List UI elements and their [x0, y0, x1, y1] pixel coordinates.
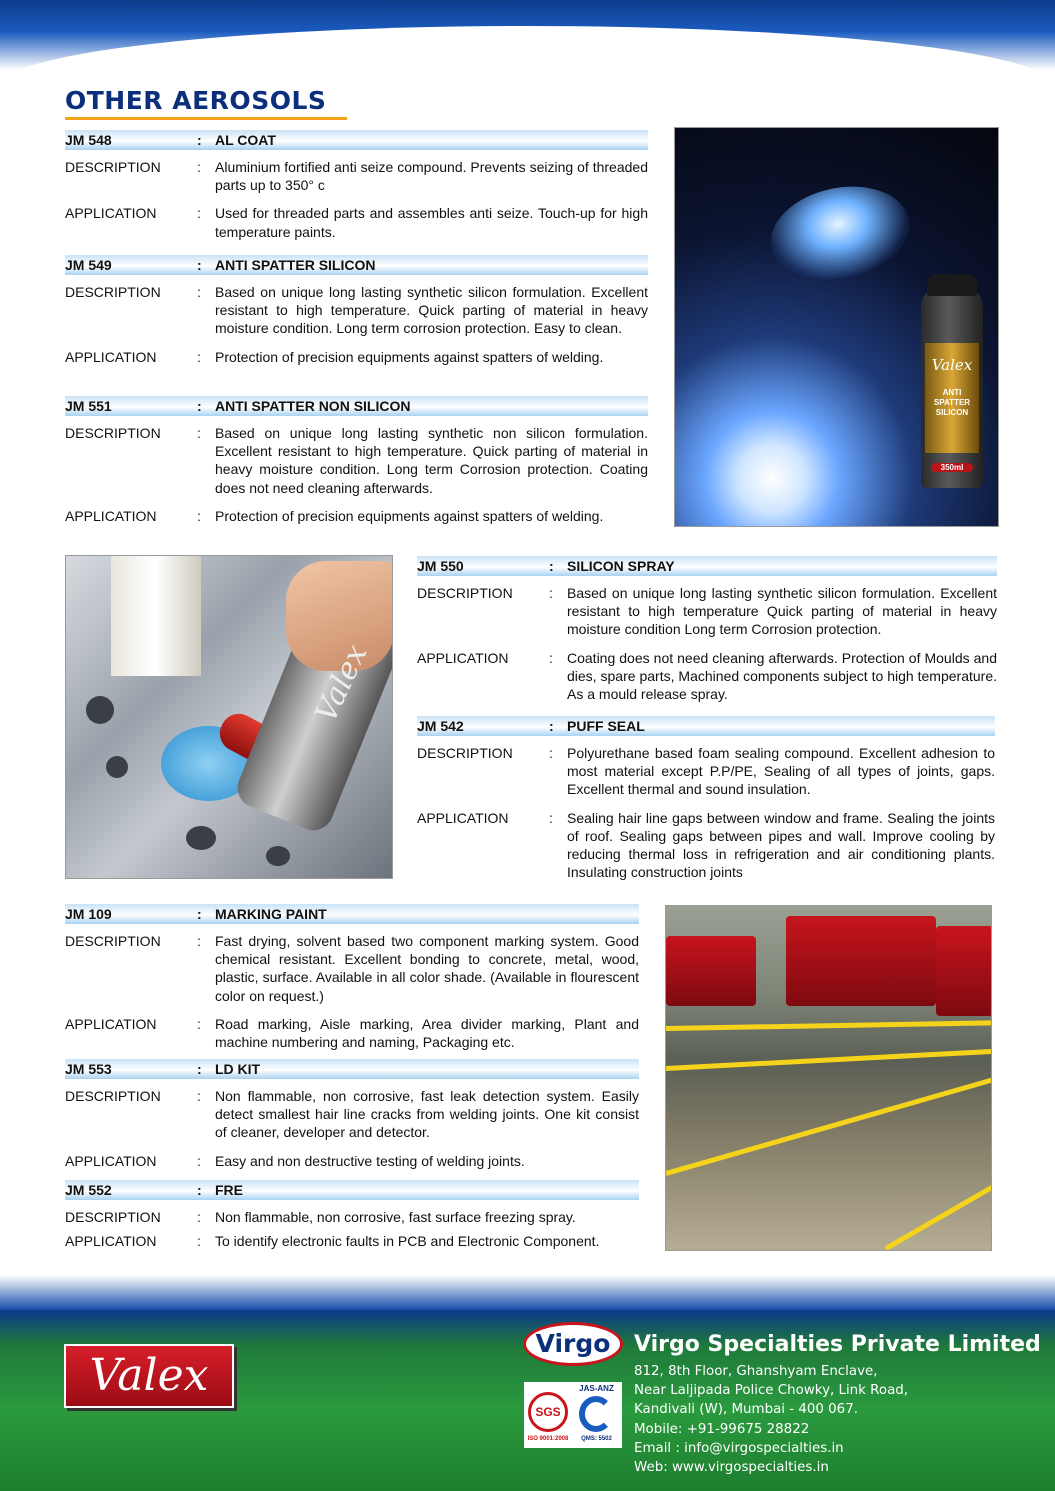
product-name: LD KIT	[215, 1061, 261, 1077]
separator: :	[197, 1088, 201, 1104]
separator: :	[549, 585, 553, 601]
separator: :	[549, 649, 553, 666]
separator: :	[197, 1061, 202, 1077]
yellow-floor-line	[666, 1020, 992, 1031]
separator: :	[197, 1233, 201, 1250]
application-label: APPLICATION	[65, 205, 157, 222]
description-label: DESCRIPTION	[65, 284, 161, 300]
can-volume: 350ml	[931, 463, 973, 472]
product-header	[417, 716, 995, 736]
fire-truck	[786, 916, 936, 1006]
separator: :	[197, 1152, 201, 1169]
description-text: Polyurethane based foam sealing compound. Excellent adhesion to most material except P.P/PE, Sealing of all types of joints, gaps. Excellent thermal and sound insulation.	[567, 745, 995, 798]
page-title: OTHER AEROSOLS	[65, 86, 327, 115]
product-header	[65, 904, 639, 924]
application-label: APPLICATION	[65, 1233, 157, 1250]
application-row	[65, 507, 648, 525]
separator: :	[197, 507, 201, 524]
description-text: Non flammable, non corrosive, fast leak detection system. Easily detect smallest hair line cracks from welding joints. One kit consist of cleaner, developer and detector.	[215, 1088, 639, 1141]
description-label: DESCRIPTION	[65, 159, 161, 175]
description-text: Based on unique long lasting synthetic silicon formulation. Excellent resistant to high temperature Quick parting of material in heavy moisture condition Long term Corrosion protection.	[567, 585, 997, 638]
application-label: APPLICATION	[65, 1015, 157, 1032]
qms-label: QMS: 5502	[581, 1436, 612, 1442]
address-line: 812, 8th Floor, Ghanshyam Enclave,	[634, 1364, 878, 1379]
application-text: Road marking, Aisle marking, Area divider marking, Plant and machine numbering and naming, Packaging etc.	[215, 1015, 639, 1051]
valex-logo-text: Valex	[89, 1350, 209, 1401]
address-line: Near Laljipada Police Chowky, Link Road,	[634, 1383, 909, 1399]
company-address	[634, 1362, 1041, 1477]
product-jm109	[65, 904, 639, 1051]
separator: :	[197, 1209, 201, 1225]
separator: :	[197, 205, 201, 222]
description-label: DESCRIPTION	[65, 933, 161, 949]
application-label: APPLICATION	[65, 348, 157, 365]
spray-can-logo: Valex	[308, 639, 375, 728]
bolt-hole	[86, 696, 114, 724]
valex-brand-badge	[64, 1344, 234, 1408]
application-row	[417, 649, 997, 704]
description-row	[65, 932, 639, 1005]
web-link[interactable]: Web: www.virgospecialties.in	[634, 1460, 829, 1476]
application-row	[417, 809, 995, 882]
description-label: DESCRIPTION	[65, 1209, 161, 1225]
description-row	[65, 424, 648, 497]
product-code: JM 549	[65, 257, 112, 273]
product-name: MARKING PAINT	[215, 906, 327, 922]
company-info	[634, 1331, 1041, 1477]
mobile-line: Mobile: +91-99675 28822	[634, 1421, 810, 1437]
separator: :	[197, 1182, 202, 1198]
product-header	[65, 130, 648, 150]
description-text: Based on unique long lasting synthetic silicon formulation. Excellent resistant to high temperature. Quick parting of material in heavy moisture condition. Long term corrosion protection. Easy to clean.	[215, 284, 648, 337]
separator: :	[549, 558, 554, 574]
description-label: DESCRIPTION	[65, 425, 161, 441]
product-header	[65, 1059, 639, 1079]
separator: :	[549, 745, 553, 761]
product-code: JM 542	[417, 718, 464, 734]
separator: :	[197, 159, 201, 175]
separator: :	[549, 718, 554, 734]
yellow-floor-line	[665, 1077, 992, 1176]
certification-badges	[524, 1382, 622, 1448]
description-label: DESCRIPTION	[417, 585, 513, 601]
product-code: JM 552	[65, 1182, 112, 1198]
anti-spatter-can	[921, 288, 983, 488]
bolt-hole	[266, 846, 290, 866]
product-header	[65, 255, 648, 275]
fire-truck	[666, 936, 756, 1006]
product-jm552	[65, 1180, 639, 1250]
title-underline	[65, 117, 347, 120]
product-header	[65, 1180, 639, 1200]
description-row	[65, 283, 648, 338]
separator: :	[197, 425, 201, 441]
welding-visor	[762, 174, 918, 291]
description-row	[65, 1208, 639, 1226]
description-text: Non flammable, non corrosive, fast surface freezing spray.	[215, 1209, 576, 1225]
description-label: DESCRIPTION	[417, 745, 513, 761]
product-code: JM 109	[65, 906, 112, 922]
separator: :	[197, 933, 201, 949]
sgs-seal: SGS	[528, 1392, 568, 1432]
description-row	[65, 158, 648, 194]
product-jm549	[65, 255, 648, 366]
separator: :	[197, 257, 202, 273]
product-header	[65, 396, 648, 416]
description-text: Based on unique long lasting synthetic non silicon formulation. Excellent resistant to high temperature. Quick parting of material in heavy moisture condition. Long term Corrosion protection. Coating does not need cleaning afterwards.	[215, 425, 648, 496]
separator: :	[197, 906, 202, 922]
product-jm551	[65, 396, 648, 525]
product-jm550	[417, 556, 997, 703]
floor-marking-photo	[665, 905, 992, 1251]
product-code: JM 550	[417, 558, 464, 574]
description-row	[417, 584, 997, 639]
description-text: Fast drying, solvent based two component marking system. Good chemical resistant. Excellent bonding to concrete, metal, wood, plastic, surface. Available in all color shade. (Available in flourescent color on request.)	[215, 933, 639, 1004]
application-row	[65, 1232, 639, 1250]
product-code: JM 551	[65, 398, 112, 414]
application-label: APPLICATION	[65, 507, 157, 524]
jas-anz-mark-icon	[579, 1396, 613, 1432]
application-row	[65, 1015, 639, 1051]
yellow-floor-line	[666, 1049, 992, 1071]
application-label: APPLICATION	[417, 809, 509, 826]
product-jm553	[65, 1059, 639, 1170]
top-banner	[0, 0, 1055, 70]
product-name: ANTI SPATTER SILICON	[215, 257, 376, 273]
product-name: FRE	[215, 1182, 243, 1198]
can-brand-logo: Valex	[931, 356, 973, 374]
application-row	[65, 348, 648, 366]
product-jm548	[65, 130, 648, 241]
application-text: Coating does not need cleaning afterwards. Protection of Moulds and dies, spare parts, Machined components subject to high temperature. As a mould release spray.	[567, 649, 997, 703]
description-label: DESCRIPTION	[65, 1088, 161, 1104]
product-name: PUFF SEAL	[567, 718, 645, 734]
address-line: Kandivali (W), Mumbai - 400 067.	[634, 1402, 858, 1418]
can-product-name: ANTI SPATTER SILICON	[933, 388, 971, 417]
application-text: Sealing hair line gaps between window and frame. Sealing the joints of roof. Sealing gaps between pipes and wall. Improve cooling by reducing thermal loss in refrigeration and air conditioning plants. Insulating construction joints	[567, 809, 995, 881]
application-row	[65, 204, 648, 240]
yellow-floor-line	[885, 1176, 992, 1250]
description-row	[65, 1087, 639, 1142]
product-name: SILICON SPRAY	[567, 558, 675, 574]
application-text: Easy and non destructive testing of welding joints.	[215, 1152, 525, 1169]
product-code: JM 548	[65, 132, 112, 148]
description-text: Aluminium fortified anti seize compound. Prevents seizing of threaded parts up to 350° c	[215, 159, 648, 194]
product-code: JM 553	[65, 1061, 112, 1077]
email-link[interactable]: Email : info@virgospecialties.in	[634, 1440, 844, 1456]
separator: :	[197, 132, 202, 148]
can-cap	[927, 274, 977, 296]
fire-truck	[936, 926, 992, 1016]
separator: :	[197, 284, 201, 300]
separator: :	[549, 809, 553, 826]
welding-photo	[674, 127, 999, 527]
application-label: APPLICATION	[417, 649, 509, 666]
bolt-hole	[186, 826, 216, 850]
product-name: ANTI SPATTER NON SILICON	[215, 398, 411, 414]
virgo-logo: Virgo	[523, 1322, 623, 1366]
application-text: To identify electronic faults in PCB and Electronic Component.	[215, 1233, 600, 1250]
iso-label: ISO 9001:2008	[527, 1436, 569, 1442]
separator: :	[197, 1015, 201, 1032]
application-text: Protection of precision equipments against spatters of welding.	[215, 507, 604, 524]
product-name: AL COAT	[215, 132, 276, 148]
product-header	[417, 556, 997, 576]
application-text: Protection of precision equipments against spatters of welding.	[215, 348, 604, 365]
separator: :	[197, 398, 202, 414]
engine-block-photo	[65, 555, 393, 879]
jas-anz-label: JAS-ANZ	[579, 1384, 614, 1393]
product-jm542	[417, 716, 995, 881]
paper-roll	[111, 556, 201, 676]
application-text: Used for threaded parts and assembles anti seize. Touch-up for high temperature paints.	[215, 205, 648, 240]
application-label: APPLICATION	[65, 1152, 157, 1169]
separator: :	[197, 348, 201, 365]
bolt-hole	[106, 756, 128, 778]
application-row	[65, 1152, 639, 1170]
company-name: Virgo Specialties Private Limited	[634, 1332, 1041, 1357]
description-row	[417, 744, 995, 799]
